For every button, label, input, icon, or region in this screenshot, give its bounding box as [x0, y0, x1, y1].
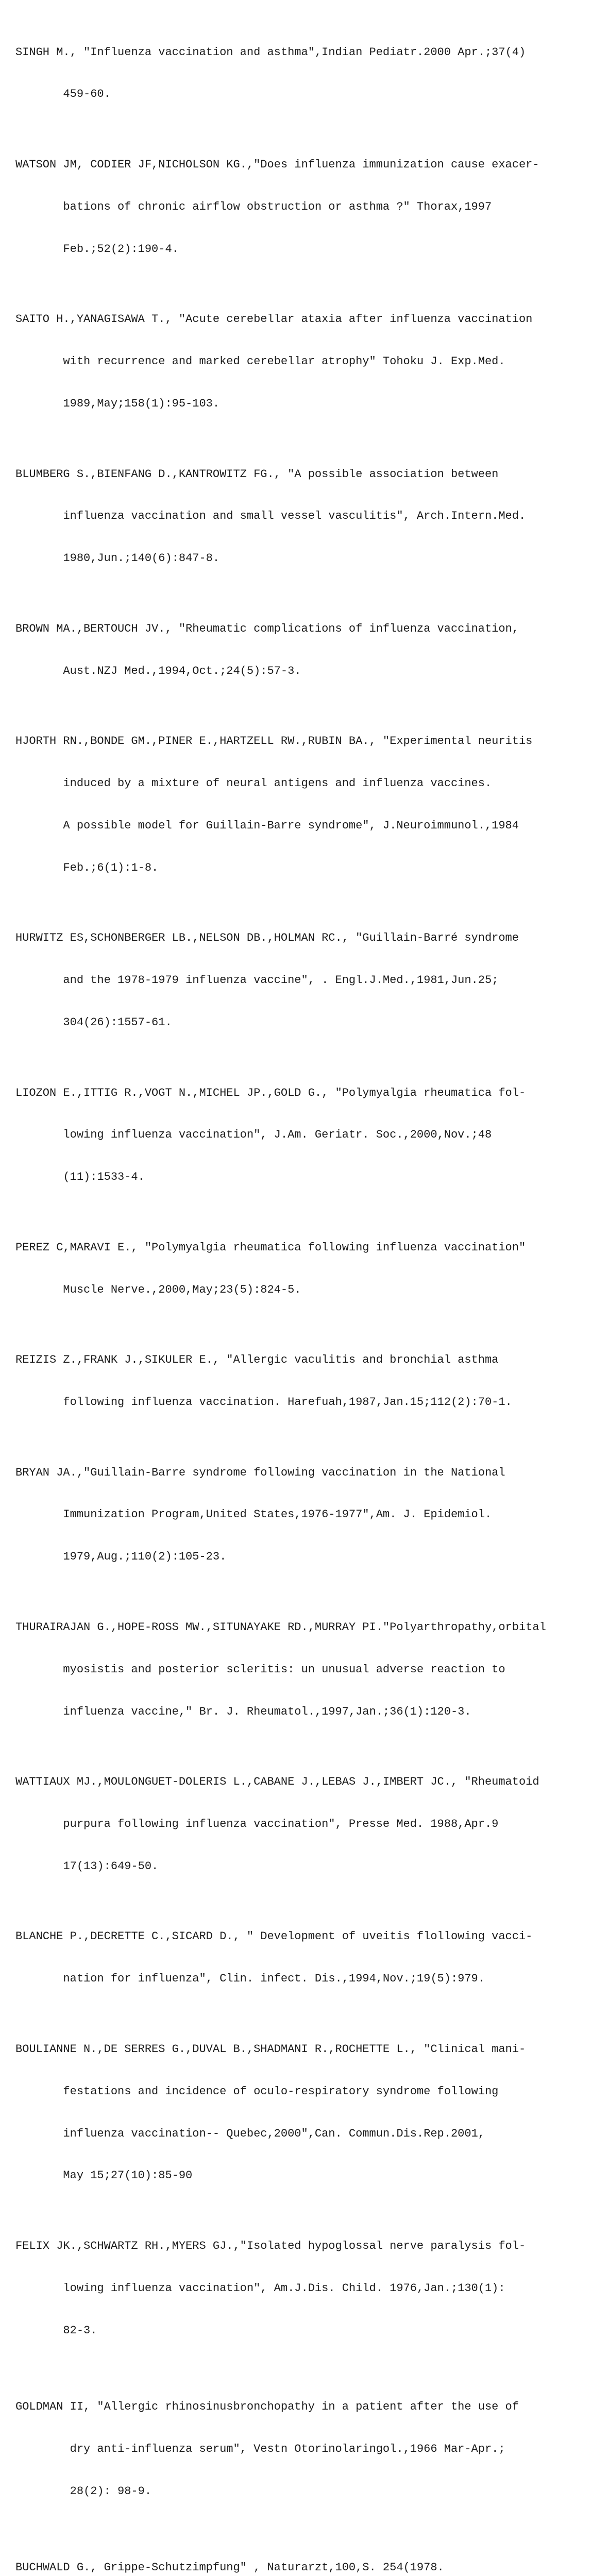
- reference-entry: [15, 284, 575, 439]
- reference-line: influenza vaccine," Br. J. Rheumatol.,1997,Jan.;36(1):120-3.: [15, 1705, 471, 1718]
- reference-line: (11):1533-4.: [15, 1171, 145, 1184]
- reference-entry: [15, 903, 575, 1058]
- reference-line: following influenza vaccination. Harefuah,1987,Jan.15;112(2):70-1.: [15, 1396, 512, 1409]
- reference-entry: [15, 129, 575, 284]
- reference-entry: [15, 17, 575, 129]
- reference-line: BLUMBERG S.,BIENFANG D.,KANTROWITZ FG., "A possible association between: [15, 467, 499, 481]
- reference-entry: [15, 594, 575, 706]
- reference-line: Aust.NZJ Med.,1994,Oct.;24(5):57-3.: [15, 664, 301, 677]
- reference-line: festations and incidence of oculo-respiratory syndrome following: [15, 2084, 499, 2098]
- reference-line: influenza vaccination-- Quebec,2000",Can. Commun.Dis.Rep.2001,: [15, 2127, 485, 2140]
- reference-entry: [15, 1212, 575, 1325]
- reference-line: influenza vaccination and small vessel vasculitis", Arch.Intern.Med.: [15, 510, 526, 523]
- reference-line: WATSON JM, CODIER JF,NICHOLSON KG.,"Does influenza immunization cause exacer-: [15, 158, 539, 171]
- reference-line: 1989,May;158(1):95-103.: [15, 397, 220, 411]
- reference-line: SAITO H.,YANAGISAWA T., "Acute cerebellar ataxia after influenza vaccination: [15, 313, 533, 326]
- reference-line: myosistis and posterior scleritis: un unusual adverse reaction to: [15, 1663, 505, 1676]
- reference-line: 82-3.: [15, 2324, 97, 2337]
- reference-line: 17(13):649-50.: [15, 1859, 159, 1873]
- reference-line: A possible model for Guillain-Barre syndrome", J.Neuroimmunol.,1984: [15, 819, 519, 832]
- reference-line: 459-60.: [15, 88, 111, 101]
- reference-line: Muscle Nerve.,2000,May;23(5):824-5.: [15, 1283, 301, 1296]
- reference-line: LIOZON E.,ITTIG R.,VOGT N.,MICHEL JP.,GOLD G., "Polymyalgia rheumatica fol-: [15, 1086, 526, 1099]
- reference-line: HJORTH RN.,BONDE GM.,PINER E.,HARTZELL RW.,RUBIN BA., "Experimental neuritis: [15, 735, 533, 748]
- reference-entry: [15, 2372, 575, 2527]
- reference-line: lowing influenza vaccination", Am.J.Dis. Child. 1976,Jan.;130(1):: [15, 2281, 505, 2295]
- reference-entry: [15, 439, 575, 594]
- reference-line: lowing influenza vaccination", J.Am. Geriatr. Soc.,2000,Nov.;48: [15, 1128, 492, 1142]
- reference-line: nation for influenza", Clin. infect. Dis.,1994,Nov.;19(5):979.: [15, 1972, 485, 1986]
- reference-line: with recurrence and marked cerebellar atrophy" Tohoku J. Exp.Med.: [15, 355, 505, 368]
- reference-line: BRYAN JA.,"Guillain-Barre syndrome following vaccination in the National: [15, 1466, 505, 1479]
- reference-line: Feb.;6(1):1-8.: [15, 861, 159, 874]
- reference-line: BROWN MA.,BERTOUCH JV., "Rheumatic complications of influenza vaccination,: [15, 622, 519, 635]
- reference-line: 304(26):1557-61.: [15, 1016, 172, 1029]
- reference-entry: [15, 1437, 575, 1592]
- reference-line: THURAIRAJAN G.,HOPE-ROSS MW.,SITUNAYAKE RD.,MURRAY PI."Polyarthropathy,orbital: [15, 1620, 546, 1634]
- reference-line: SINGH M., "Influenza vaccination and asthma",Indian Pediatr.2000 Apr.;37(4): [15, 45, 526, 59]
- reference-line: FELIX JK.,SCHWARTZ RH.,MYERS GJ.,"Isolated hypoglossal nerve paralysis fol-: [15, 2239, 526, 2252]
- reference-line: BOULIANNE N.,DE SERRES G.,DUVAL B.,SHADMANI R.,ROCHETTE L., "Clinical mani-: [15, 2042, 526, 2056]
- reference-list: [15, 17, 575, 2576]
- reference-line: HURWITZ ES,SCHONBERGER LB.,NELSON DB.,HOLMAN RC., "Guillain-Barré syndrome: [15, 931, 519, 945]
- reference-entry: [15, 2533, 575, 2576]
- reference-line: 1980,Jun.;140(6):847-8.: [15, 552, 220, 565]
- reference-line: 1979,Aug.;110(2):105-23.: [15, 1550, 227, 1564]
- reference-line: PEREZ C,MARAVI E., "Polymyalgia rheumatica following influenza vaccination": [15, 1241, 526, 1254]
- reference-entry: [15, 1747, 575, 1902]
- reference-line: dry anti-influenza serum", Vestn Otorinolaringol.,1966 Mar-Apr.;: [15, 2443, 505, 2456]
- reference-line: GOLDMAN II, "Allergic rhinosinusbronchopathy in a patient after the use of: [15, 2400, 519, 2414]
- reference-line: BUCHWALD G., Grippe-Schutzimpfung" , Naturarzt,100,S. 254(1978.: [15, 2561, 444, 2574]
- reference-entry: [15, 2211, 575, 2365]
- reference-line: 28(2): 98-9.: [15, 2484, 152, 2498]
- reference-line: and the 1978-1979 influenza vaccine", . Engl.J.Med.,1981,Jun.25;: [15, 974, 499, 987]
- reference-entry: [15, 1325, 575, 1437]
- reference-entry: [15, 706, 575, 903]
- reference-line: Feb.;52(2):190-4.: [15, 242, 179, 256]
- reference-entry: [15, 1902, 575, 2014]
- reference-entry: [15, 1592, 575, 1747]
- reference-line: May 15;27(10):85-90: [15, 2169, 193, 2182]
- reference-entry: [15, 1058, 575, 1212]
- reference-line: bations of chronic airflow obstruction or asthma ?" Thorax,1997: [15, 200, 492, 213]
- reference-line: WATTIAUX MJ.,MOULONGUET-DOLERIS L.,CABANE J.,LEBAS J.,IMBERT JC., "Rheumatoid: [15, 1775, 539, 1789]
- reference-line: induced by a mixture of neural antigens and influenza vaccines.: [15, 777, 492, 790]
- reference-line: Immunization Program,United States,1976-1977",Am. J. Epidemiol.: [15, 1508, 492, 1521]
- reference-line: BLANCHE P.,DECRETTE C.,SICARD D., " Development of uveitis flollowing vacci-: [15, 1930, 533, 1943]
- reference-line: purpura following influenza vaccination", Presse Med. 1988,Apr.9: [15, 1818, 499, 1831]
- reference-entry: [15, 2014, 575, 2211]
- reference-line: REIZIS Z.,FRANK J.,SIKULER E., "Allergic vaculitis and bronchial asthma: [15, 1353, 499, 1367]
